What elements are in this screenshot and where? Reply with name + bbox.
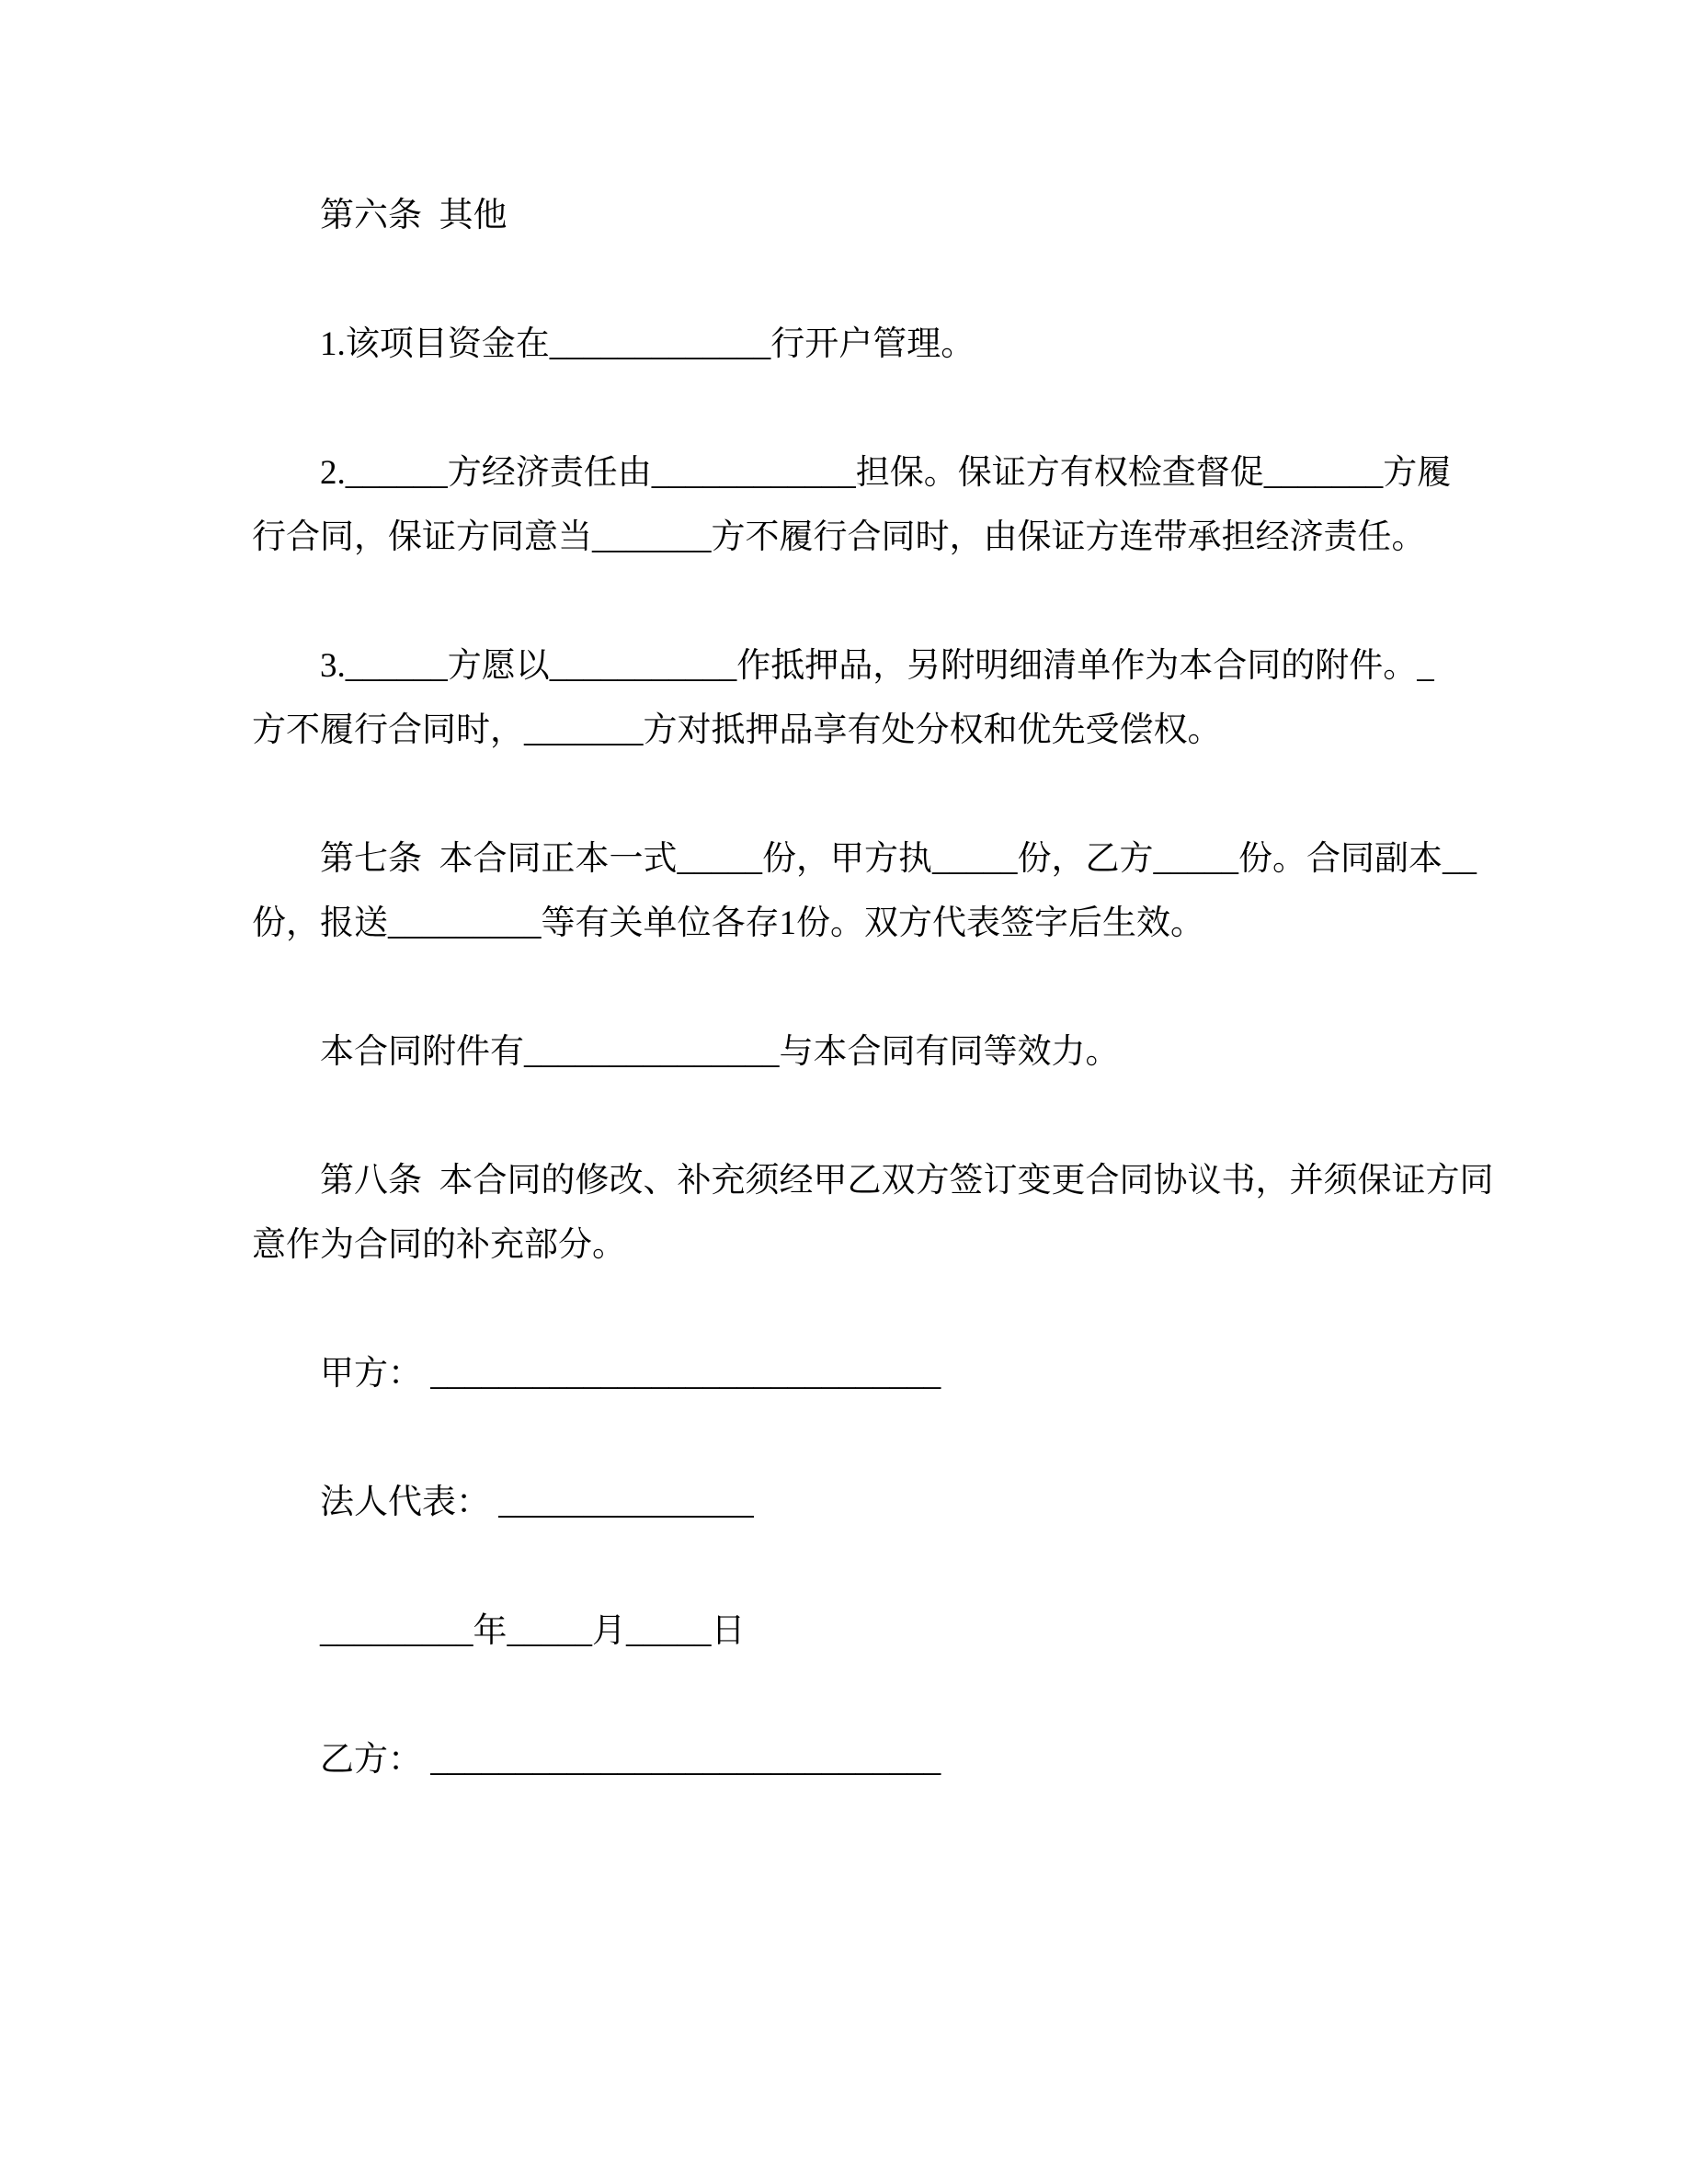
attachments-clause (252, 1020, 1467, 1085)
clause-2 (252, 441, 1467, 570)
text-line: _________年_____月_____日 (320, 1612, 746, 1650)
article-8 (252, 1149, 1494, 1278)
article-6-heading (252, 184, 1467, 248)
clause-3 (252, 634, 1467, 763)
clause-1 (252, 313, 1467, 377)
text-line: 行合同，保证方同意当_______方不履行合同时，由保证方连带承担经济责任。 (252, 518, 1426, 556)
text-line: 份，报送_________等有关单位各存1份。双方代表签字后生效。 (252, 904, 1204, 942)
article-7 (252, 827, 1477, 956)
text-line: 2.______方经济责任由____________担保。保证方有权检查督促_______方履 (320, 454, 1452, 492)
text-line: 乙方： ______________________________ (320, 1741, 941, 1779)
text-line: 方不履行合同时，_______方对抵押品享有处分权和优先受偿权。 (252, 711, 1222, 749)
text-line: 3.______方愿以___________作抵押品，另附明细清单作为本合同的附件。_ (320, 647, 1434, 685)
party-b-signature (252, 1728, 1467, 1792)
text-line: 第八条 本合同的修改、补充须经甲乙双方签订变更合同协议书，并须保证方同 (320, 1162, 1494, 1200)
party-a-representative (252, 1471, 1467, 1535)
text-line: 第六条 其他 (320, 197, 508, 234)
text-line: 1.该项目资金在_____________行开户管理。 (320, 325, 975, 363)
text-line: 甲方： ______________________________ (320, 1355, 941, 1393)
party-a-date (252, 1599, 1467, 1664)
text-line: 意作为合同的补充部分。 (252, 1226, 626, 1264)
text-line: 本合同附件有_______________与本合同有同等效力。 (320, 1033, 1120, 1071)
text-line: 第七条 本合同正本一式_____份，甲方执_____份，乙方_____份。合同副本__ (320, 840, 1477, 878)
text-line: 法人代表： _______________ (320, 1484, 754, 1521)
party-a-signature (252, 1342, 1467, 1406)
